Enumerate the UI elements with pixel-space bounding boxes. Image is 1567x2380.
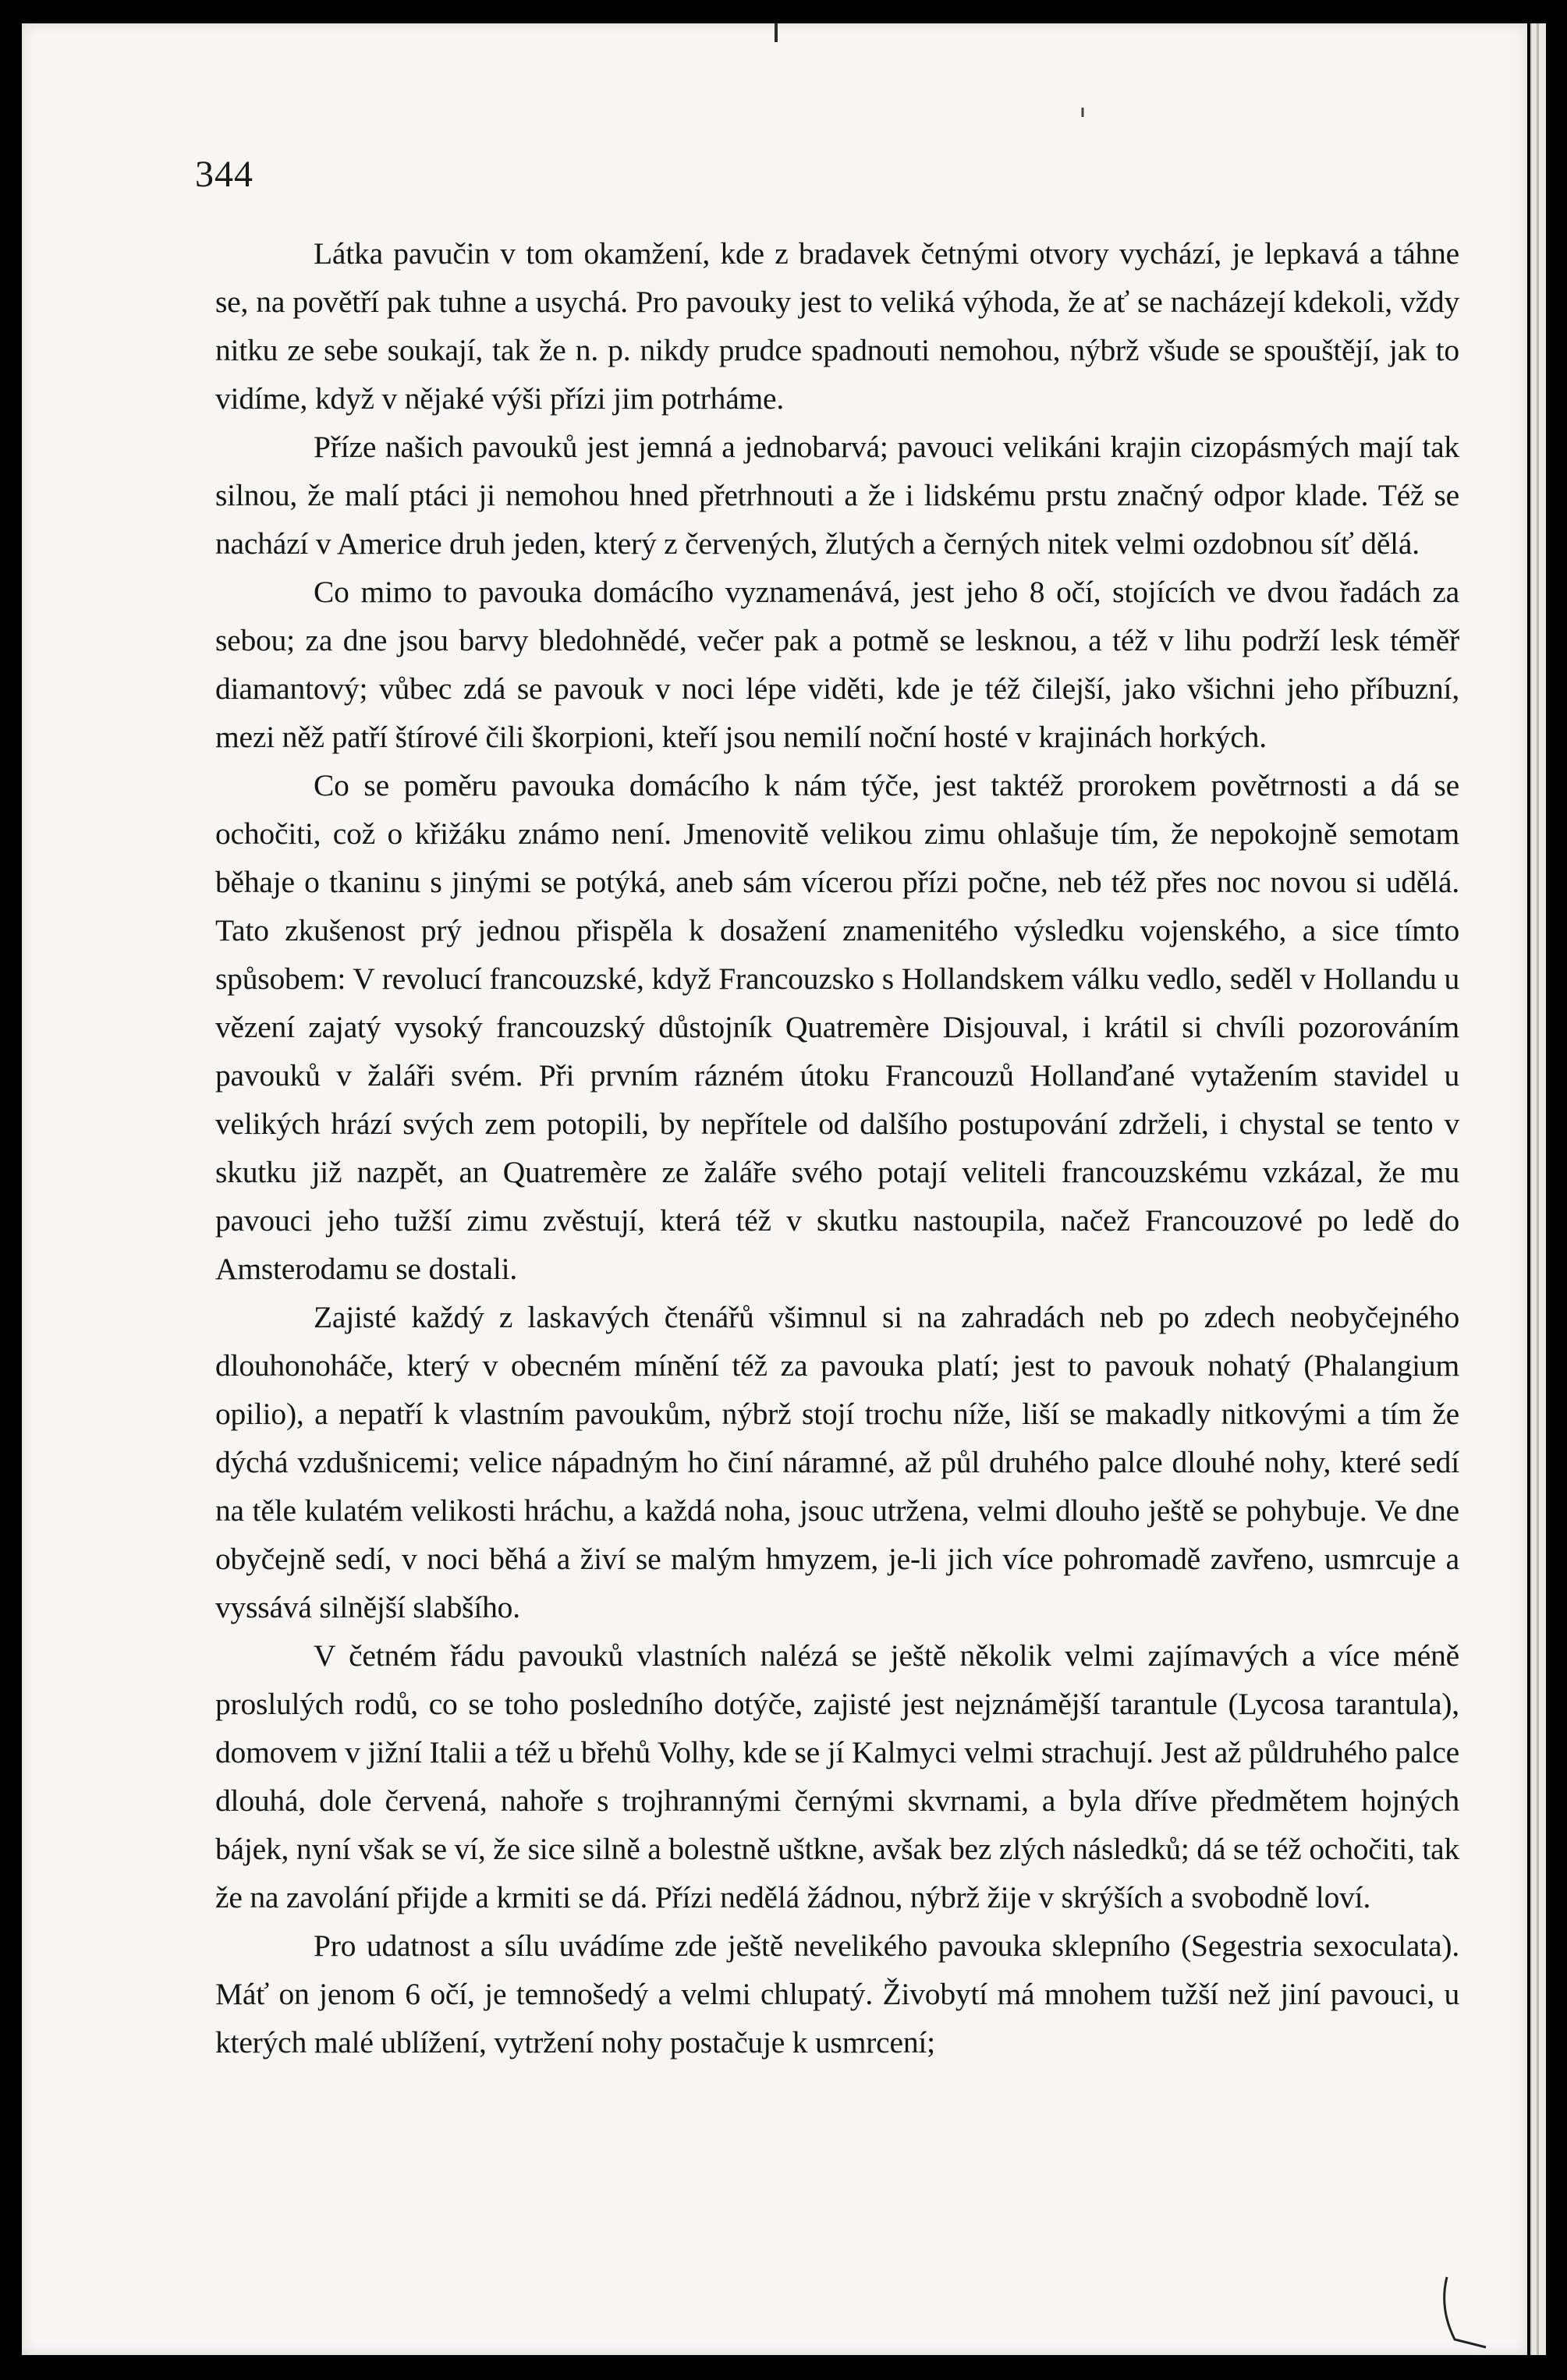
paragraph: Co mimo to pavouka domácího vyznamenává, jest jeho 8 očí, stojících ve dvou řadách za sebou; za dne jsou barvy bledohnědé, večer pak a potmě se lesknou, a též v lihu podrží lesk téměř diamantový; vůbec zdá se pavouk v noci lépe viděti, kde je též čilejší, jako všichni jeho příbuzní, mezi něž patří štírové čili škorpioni, kteří jsou nemilí noční hosté v krajinách horkých. — [215, 575, 1459, 754]
paragraph: Příze našich pavouků jest jemná a jednobarvá; pavouci velikáni krajin cizopásmých mají tak silnou, že malí ptáci ji nemohou hned přetrhnouti a že i lidskému prstu značný odpor klade. Též se nachází v Americe druh jeden, který z červených, žlutých a černých nitek velmi ozdobnou síť dělá. — [215, 430, 1459, 561]
paragraph: V četném řádu pavouků vlastních nalézá se ještě několik velmi zajímavých a více méně proslulých rodů, co se toho posledního dotýče, zajisté jest nejznámější tarantule (Lycosa tarantula), domovem v jižní Italii a též u břehů Volhy, kde se jí Kalmyci velmi strachují. Jest až půldruhého palce dlouhá, dole červená, nahoře s trojhrannými černými skvrnami, a byla dříve předmětem hojných bájek, nyní však se ví, že sice silně a bolestně uštkne, avšak bez zlých následků; dá se též ochočiti, tak že na zavolání přijde a krmiti se dá. Přízi nedělá žádnou, nýbrž žije v skrýších a svobodně loví. — [215, 1638, 1459, 1914]
body-text — [215, 229, 1459, 2067]
paragraph: Látka pavučin v tom okamžení, kde z bradavek četnými otvory vychází, je lepkavá a táhne se, na povětří pak tuhne a usychá. Pro pavouky jest to veliká výhoda, že ať se nacházejí kdekoli, vždy nitku ze sebe soukají, tak že n. p. nikdy prudce spadnouti nemohou, nýbrž všude se spouštějí, jak to vidíme, když v nějaké výši přízi jim potrháme. — [215, 236, 1459, 416]
page-edge-strip — [1530, 23, 1546, 2355]
paragraph: Zajisté každý z laskavých čtenářů všimnul si na zahradách neb po zdech neobyčejného dlouhonoháče, který v obecném mínění též za pavouka platí; jest to pavouk nohatý (Phalangium opilio), a nepatří k vlastním pavoukům, nýbrž stojí trochu níže, liší se makadly nitkovými a tím že dýchá vzdušnicemi; velice nápadným ho činí náramné, až půl druhého palce dlouhé nohy, které sedí na těle kulatém velikosti hráchu, a každá noha, jsouc utržena, velmi dlouho ještě se pohybuje. Ve dne obyčejně sedí, v noci běhá a živí se malým hmyzem, je-li jich více pohromadě zavřeno, usmrcuje a vyssává silnější slabšího. — [215, 1300, 1459, 1624]
paragraph: Co se poměru pavouka domácího k nám týče, jest taktéž prorokem povětrnosti a dá se ochočiti, což o křižáku známo není. Jmenovitě velikou zimu ohlašuje tím, že nepokojně semotam běhaje o tkaninu s jinými se potýká, aneb sám vícerou přízi počne, neb též přes noc novou si udělá. Tato zkušenost prý jednou přispěla k dosažení znamenitého výsledku vojenského, a sice tímto spůsobem: V revolucí francouzské, když Francouzsko s Hollandskem válku vedlo, seděl v Hollandu u vězení zajatý vysoký francouzský důstojník Quatremère Disjouval, i krátil si chvíli pozorováním pavouků v žaláři svém. Při prvním rázném útoku Francouzů Hollanďané vytažením stavidel u velikých hrází svých zem potopili, by nepřítele od dalšího postupování zdrželi, i chystal se tento v skutku již nazpět, an Quatremère ze žaláře svého potají veliteli francouzskému vzkázal, že mu pavouci jeho tužší zimu zvěstují, která též v skutku nastoupila, načež Francouzové po ledě do Amsterodamu se dostali. — [215, 768, 1459, 1286]
page-number: 344 — [195, 154, 253, 195]
page-edge-line — [1537, 23, 1539, 2355]
paragraph: Pro udatnost a sílu uvádíme zde ještě nevelikého pavouka sklepního (Segestria sexoculata). Máť on jenom 6 očí, je temnošedý a velmi chlupatý. Živobytí má mnohem tužší než jiní pavouci, u kterých malé ublížení, vytržení nohy postačuje k usmrcení; — [215, 1928, 1459, 2059]
